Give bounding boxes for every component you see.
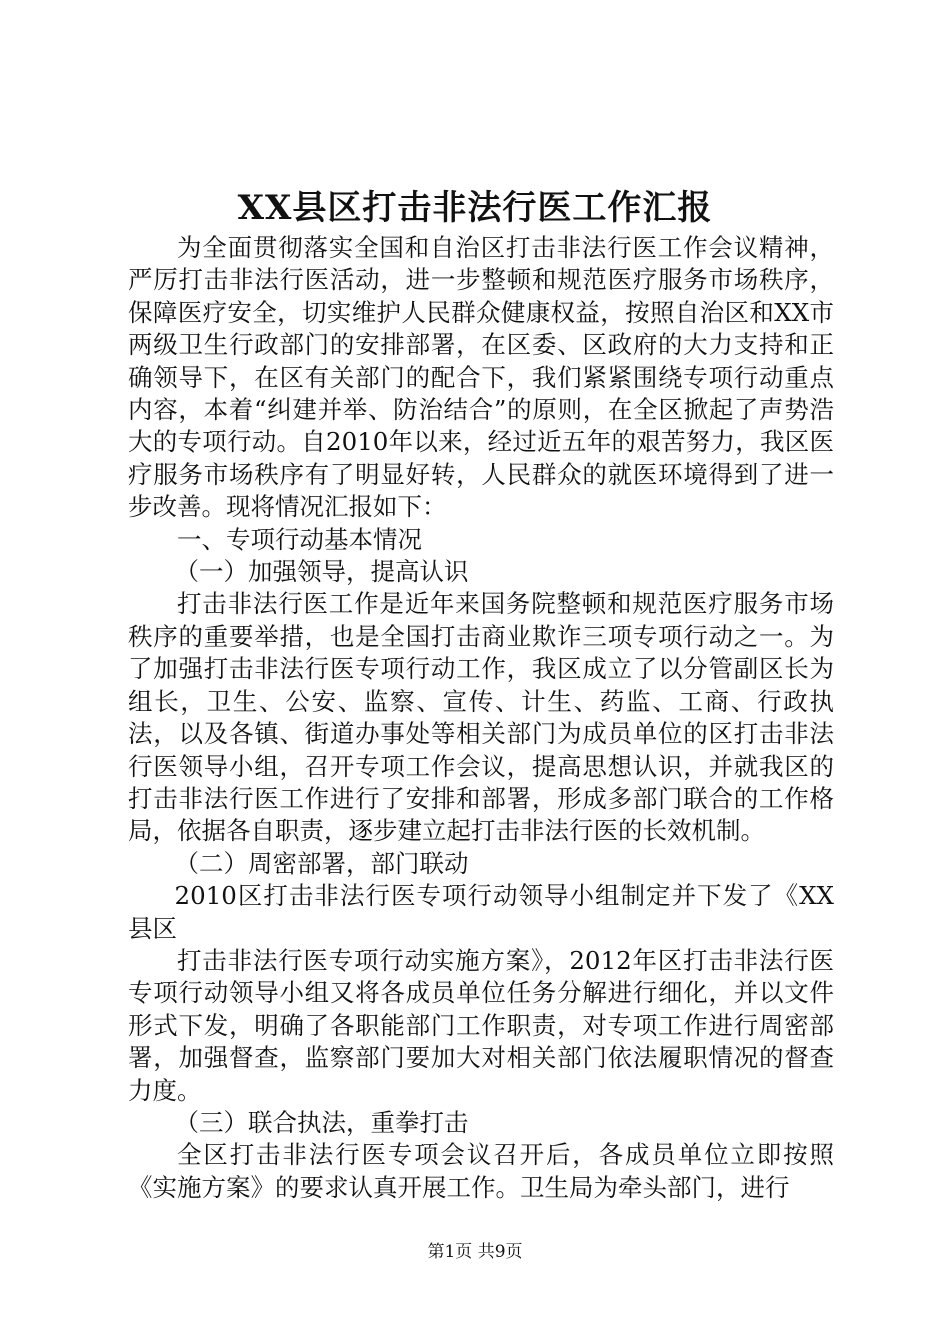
body-paragraph: 2010区打击非法行医专项行动领导小组制定并下发了《XX县区 — [128, 881, 834, 943]
intro-paragraph: 为全面贯彻落实全国和自治区打击非法行医工作会议精神，严厉打击非法行医活动，进一步整顿和规范医疗服务市场秩序，保障医疗安全，切实维护人民群众健康权益，按照自治区和XX市两级卫生行政部门的安排部署，在区委、区政府的大力支持和正确领导下，在区有关部门的配合下，我们紧紧围绕专项行动重点内容，本着“纠建并举、防治结合”的原则，在全区掀起了声势浩大的专项行动。自2010年以来，经过近五年的艰苦努力，我区医疗服务市场秩序有了明显好转，人民群众的就医环境得到了进一步改善。现将情况汇报如下： — [128, 233, 834, 522]
page-indicator: 第1页 共9页 — [427, 1242, 523, 1262]
subsection-heading-1: （一）加强领导，提高认识 — [174, 557, 469, 587]
subsection-heading-2: （二）周密部署，部门联动 — [174, 848, 469, 878]
section-heading-1: 一、专项行动基本情况 — [177, 524, 422, 554]
body-paragraph: 打击非法行医专项行动实施方案》，2012年区打击非法行医专项行动领导小组又将各成员单位任务分解进行细化，并以文件形式下发，明确了各职能部门工作职责，对专项工作进行周密部署，加强督查，监察部门要加大对相关部门依法履职情况的督查力度。 — [128, 945, 834, 1105]
body-paragraph: 打击非法行医工作是近年来国务院整顿和规范医疗服务市场秩序的重要举措，也是全国打击商业欺诈三项专项行动之一。为了加强打击非法行医专项行动工作，我区成立了以分管副区长为组长，卫生、公安、监察、宣传、计生、药监、工商、行政执法，以及各镇、街道办事处等相关部门为成员单位的区打击非法行医领导小组，召开专项工作会议，提高思想认识，并就我区的打击非法行医工作进行了安排和部署，形成多部门联合的工作格局，依据各自职责，逐步建立起打击非法行医的长效机制。 — [128, 589, 834, 846]
subsection-heading-3: （三）联合执法，重拳打击 — [174, 1107, 469, 1137]
body-paragraph: 全区打击非法行医专项会议召开后，各成员单位立即按照《实施方案》的要求认真开展工作。卫生局为牵头部门，进行 — [128, 1140, 834, 1202]
document-body — [128, 232, 834, 1204]
document-title: XX县区打击非法行医工作汇报 — [237, 188, 713, 228]
